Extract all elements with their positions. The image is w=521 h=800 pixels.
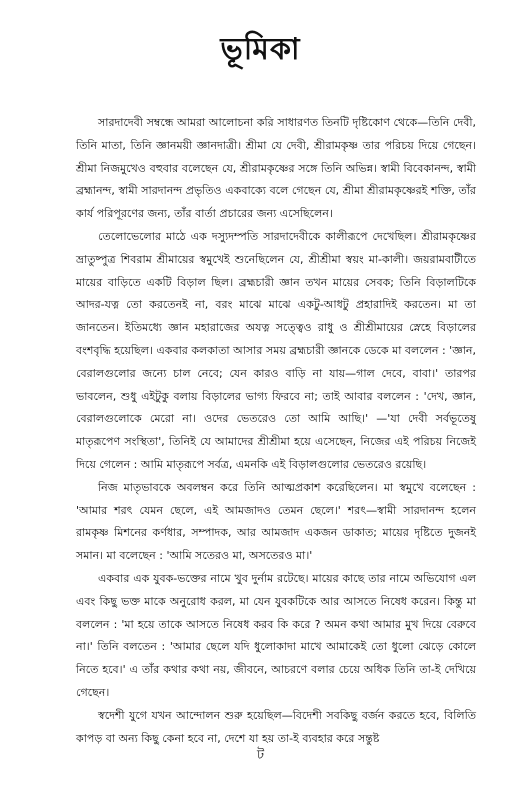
paragraph-2: তেলোভেলোর মাঠে এক দস্যুদম্পতি সারদাদেবীকে কালীরূপে দেখেছিল। শ্রীরামকৃষ্ণের ভ্রাতুষ্পুত্র শিবরাম শ্রীমায়ের স্বমুখেই শুনেছিলেন যে, শ্রীশ্রীমা স্বয়ং মা-কালী। জয়রামবাটীতে মায়ের বাড়িতে একটি বিড়াল ছিল। ব্রহ্মচারী জ্ঞান তখন মায়ের সেবক; তিনি বিড়ালটিকে আদর-যত্ন তো করতেনই না, বরং মাঝে মাঝে একটু-আধটু প্রহারাদিই করতেন। মা তা জানতেন। ইতিমধ্যে জ্ঞান মহারাজের অযত্ন সত্ত্বেও রাধু ও শ্রীশ্রীমায়ের স্নেহে বিড়ালের বংশবৃদ্ধি হয়েছিল। একবার কলকাতা আসার সময় ব্রহ্মচারী জ্ঞানকে ডেকে মা বললেন : 'জ্ঞান, বেরালগুলোর জন্যে চাল নেবে; যেন কারও বাড়ি না যায়—গাল দেবে, বাবা।' তারপর ভাবলেন, শুধু এইটুকু বলায় বিড়ালের ভাগ্য ফিরবে না; তাই আবার বললেন : 'দেখ, জ্ঞান, বেরালগুলোকে মেরো না। ওদের ভেতরেও তো আমি আছি।' —'যা দেবী সর্বভূতেষু মাতৃরূপেণ সংস্থিতা', তিনিই যে আমাদের শ্রীশ্রীমা হয়ে এসেছেন, নিজের এই পরিচয় নিজেই দিয়ে গেলেন : আমি মাতৃরূপে সর্বত্র, এমনকি এই বিড়ালগুলোর ভেতরেও রয়েছি। bbox=[76, 229, 476, 471]
page-number: ট bbox=[256, 748, 265, 763]
paragraph-4: একবার এক যুবক-ভক্তের নামে খুব দুর্নাম রটেছে। মায়ের কাছে তার নামে অভিযোগ এল এবং কিছু ভক্ত মাকে অনুরোধ করল, মা যেন যুবকটিকে আর আসতে নিষেধ করেন। কিন্তু মা বললেন : 'মা হয়ে তাকে আসতে নিষেধ করব কি করে ? অমন কথা আমার মুখ দিয়ে বেরুবে না।' তিনি বলতেন : 'আমার ছেলে যদি ধুলোকাদা মাখে আমাকেই তো ধুলো ঝেড়ে কোলে নিতে হবে।' এ তাঁর কথার কথা নয়, জীবনে, আচরণে বলার চেয়ে অধিক তিনি তা-ই দেখিয়ে গেছেন। bbox=[76, 571, 476, 699]
paragraph-5: স্বদেশী যুগে যখন আন্দোলন শুরু হয়েছিল—বিদেশী সবকিছু বর্জন করতে হবে, বিলিতি কাপড় বা অন্য কিছু কেনা হবে না, দেশে যা হয় তা-ই ব্যবহার করে সন্তুষ্ট bbox=[76, 708, 476, 745]
paragraph-3: নিজ মাতৃভাবকে অবলম্বন করে তিনি আত্মপ্রকাশ করেছিলেন। মা স্বমুখে বলেছেন : 'আমার শরৎ যেমন ছেলে, এই আমজাদও তেমন ছেলে।' শরৎ—স্বামী সারদানন্দ হলেন রামকৃষ্ণ মিশনের কর্ণধার, সম্পাদক, আর আমজাদ একজন ডাকাত; মায়ের দৃষ্টিতে দুজনই সমান। মা বলেছেন : 'আমি সতেরও মা, অসতেরও মা।' bbox=[76, 480, 476, 563]
paragraph-1: সারদাদেবী সম্বন্ধে আমরা আলোচনা করি সাধারণত তিনটি দৃষ্টিকোণ থেকে—তিনি দেবী, তিনি মাতা, তিনি জ্ঞানময়ী জ্ঞানদাত্রী। শ্রীমা যে দেবী, শ্রীরামকৃষ্ণ তার পরিচয় দিয়ে গেছেন। শ্রীমা নিজমুখেও বহুবার বলেছেন যে, শ্রীরামকৃষ্ণের সঙ্গে তিনি অভিন্ন। স্বামী বিবেকানন্দ, স্বামী ব্রহ্মানন্দ, স্বামী সারদানন্দ প্রভৃতিও একবাক্যে বলে গেছেন যে, শ্রীমা শ্রীরামকৃষ্ণেরই শক্তি, তাঁর কার্য পরিপূরণের জন্য, তাঁর বার্তা প্রচারের জন্য এসেছিলেন। bbox=[76, 116, 476, 221]
body-text bbox=[76, 112, 476, 750]
page-title: ভূমিকা bbox=[220, 32, 301, 67]
